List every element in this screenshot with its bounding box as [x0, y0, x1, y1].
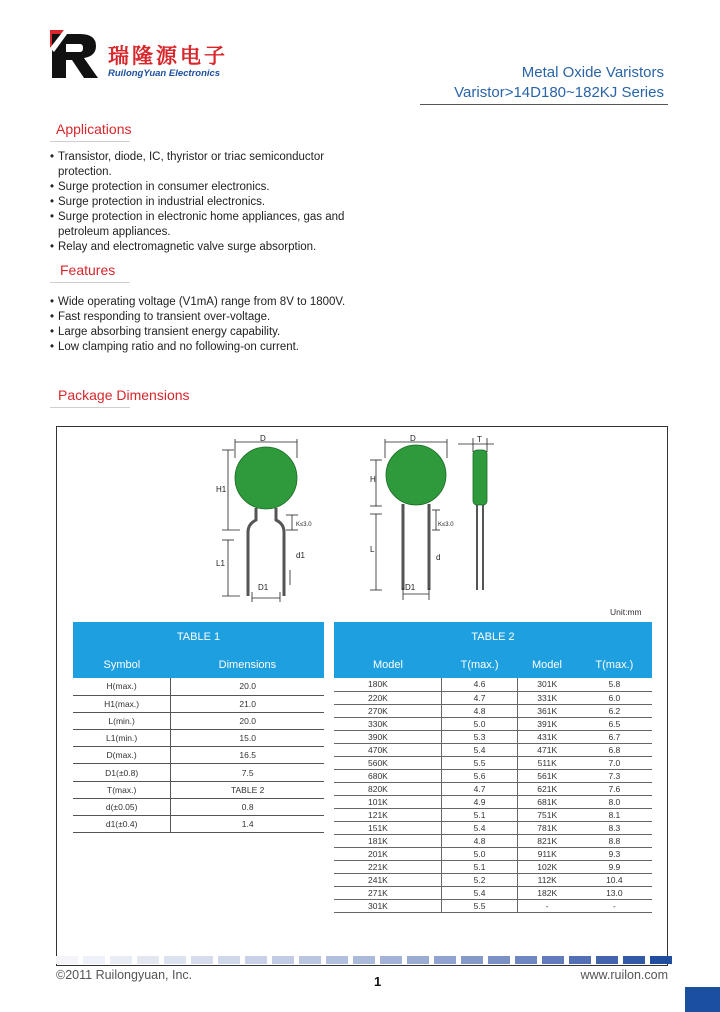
strip-block	[596, 956, 618, 964]
cell-t: 4.9	[442, 795, 517, 808]
cell-model: 301K	[517, 678, 577, 691]
cell-t: 5.4	[442, 886, 517, 899]
table-row	[73, 678, 324, 695]
cell-t: 5.1	[442, 860, 517, 873]
cell-t: 9.3	[577, 847, 652, 860]
cell-model: 220K	[334, 691, 442, 704]
list-item: • Relay and electromagnetic valve surge absorption.	[50, 241, 317, 253]
cell-model: 560K	[334, 756, 442, 769]
cell-model: -	[517, 899, 577, 912]
title-divider	[420, 104, 668, 105]
table-row	[334, 730, 652, 743]
cell-t: 4.8	[442, 704, 517, 717]
cell-t: 4.7	[442, 691, 517, 704]
cell-t: 6.5	[577, 717, 652, 730]
cell-t: 5.0	[442, 717, 517, 730]
list-item: • Large absorbing transient energy capability.	[50, 326, 281, 338]
strip-block	[272, 956, 294, 964]
table-row	[334, 860, 652, 873]
col-t-header: T(max.)	[442, 652, 517, 678]
cell-model: 680K	[334, 769, 442, 782]
table-row	[73, 798, 324, 815]
cell-symbol: T(max.)	[73, 781, 171, 798]
features-list	[50, 295, 450, 355]
cell-t: 7.3	[577, 769, 652, 782]
cell-model: 241K	[334, 873, 442, 886]
strip-block	[56, 956, 78, 964]
cell-model: 121K	[334, 808, 442, 821]
table-row	[334, 704, 652, 717]
table-row	[334, 743, 652, 756]
cell-value: 0.8	[171, 798, 324, 815]
strip-block	[542, 956, 564, 964]
list-item: • Low clamping ratio and no following-on current.	[50, 341, 299, 353]
table-row	[334, 691, 652, 704]
table-row	[334, 821, 652, 834]
cell-t: 5.4	[442, 743, 517, 756]
cell-model: 270K	[334, 704, 442, 717]
list-item: • Surge protection in consumer electronics.	[50, 181, 270, 193]
table-1-title: TABLE 1	[73, 622, 324, 652]
doc-subtitle: Varistor>14D180~182KJ Series	[454, 84, 664, 101]
col-dimensions-header: Dimensions	[171, 652, 324, 678]
cell-t: 6.0	[577, 691, 652, 704]
cell-t: 8.1	[577, 808, 652, 821]
corner-accent	[685, 987, 720, 1012]
cell-model: 301K	[334, 899, 442, 912]
table-row	[73, 695, 324, 712]
col-model-header: Model	[517, 652, 577, 678]
strip-block	[650, 956, 672, 964]
cell-value: 16.5	[171, 747, 324, 764]
list-item: • Wide operating voltage (V1mA) range from 8V to 1800V.	[50, 296, 346, 308]
table-1	[73, 622, 324, 833]
list-item: • Surge protection in electronic home appliances, gas and petroleum appliances.	[50, 211, 345, 238]
table-2-title: TABLE 2	[334, 622, 652, 652]
table-row	[73, 781, 324, 798]
cell-t: 8.8	[577, 834, 652, 847]
cell-t: 5.5	[442, 899, 517, 912]
label-small-d: d	[436, 553, 441, 562]
cell-t: 5.8	[577, 678, 652, 691]
table-row	[334, 769, 652, 782]
cell-t: 8.0	[577, 795, 652, 808]
table-row	[334, 873, 652, 886]
cell-value: 15.0	[171, 730, 324, 747]
cell-symbol: L1(min.)	[73, 730, 171, 747]
cell-model: 151K	[334, 821, 442, 834]
cell-value: 1.4	[171, 816, 324, 833]
col-t-header: T(max.)	[577, 652, 652, 678]
strip-block	[137, 956, 159, 964]
strip-block	[326, 956, 348, 964]
cell-t: 5.4	[442, 821, 517, 834]
applications-list	[50, 150, 380, 255]
table-row	[334, 782, 652, 795]
table-row	[334, 847, 652, 860]
cell-model: 102K	[517, 860, 577, 873]
strip-block	[245, 956, 267, 964]
cell-model: 561K	[517, 769, 577, 782]
strip-block	[110, 956, 132, 964]
cell-model: 180K	[334, 678, 442, 691]
cell-t: 4.8	[442, 834, 517, 847]
cell-model: 511K	[517, 756, 577, 769]
cell-model: 221K	[334, 860, 442, 873]
cell-value: 20.0	[171, 678, 324, 695]
package-underline	[50, 407, 130, 408]
varistor-dimension-drawing	[200, 430, 510, 610]
cell-symbol: D1(±0.8)	[73, 764, 171, 781]
cell-model: 621K	[517, 782, 577, 795]
cell-t: 4.6	[442, 678, 517, 691]
col-symbol-header: Symbol	[73, 652, 171, 678]
cell-symbol: d1(±0.4)	[73, 816, 171, 833]
label-l: L	[370, 545, 375, 554]
strip-block	[569, 956, 591, 964]
cell-value: 20.0	[171, 712, 324, 729]
table-row	[334, 808, 652, 821]
strip-block	[461, 956, 483, 964]
label-small-d1: d1	[296, 551, 305, 560]
table-row	[73, 730, 324, 747]
cell-value: TABLE 2	[171, 781, 324, 798]
strip-block	[164, 956, 186, 964]
cell-t: 5.0	[442, 847, 517, 860]
applications-heading: Applications	[56, 121, 132, 137]
cell-model: 470K	[334, 743, 442, 756]
unit-label: Unit:mm	[610, 607, 642, 617]
strip-block	[191, 956, 213, 964]
cell-t: 6.7	[577, 730, 652, 743]
table-row	[334, 899, 652, 912]
cell-t: 5.6	[442, 769, 517, 782]
strip-block	[218, 956, 240, 964]
strip-block	[515, 956, 537, 964]
col-model-header: Model	[334, 652, 442, 678]
cell-t: 8.3	[577, 821, 652, 834]
cell-symbol: L(min.)	[73, 712, 171, 729]
strip-block	[353, 956, 375, 964]
cell-symbol: d(±0.05)	[73, 798, 171, 815]
list-item: • Transistor, diode, IC, thyristor or triac semiconductor protection.	[50, 151, 325, 178]
cell-symbol: H1(max.)	[73, 695, 171, 712]
label-d: D	[260, 434, 266, 443]
table-row	[73, 816, 324, 833]
table-row	[334, 886, 652, 899]
strip-block	[299, 956, 321, 964]
cell-model: 681K	[517, 795, 577, 808]
doc-title: Metal Oxide Varistors	[521, 64, 664, 81]
cell-t: 5.3	[442, 730, 517, 743]
cell-t: 5.5	[442, 756, 517, 769]
cell-t: 4.7	[442, 782, 517, 795]
cell-t: 6.2	[577, 704, 652, 717]
label-d-right: D	[410, 434, 416, 443]
company-logo	[50, 30, 100, 80]
cell-model: 271K	[334, 886, 442, 899]
table-row	[334, 756, 652, 769]
cell-t: 7.0	[577, 756, 652, 769]
cell-model: 361K	[517, 704, 577, 717]
table-row	[334, 678, 652, 691]
table-row	[73, 712, 324, 729]
label-kink-right: K≤3.0	[438, 522, 454, 528]
applications-underline	[50, 141, 130, 142]
features-heading: Features	[60, 262, 116, 278]
cell-value: 7.5	[171, 764, 324, 781]
list-item: • Fast responding to transient over-voltage.	[50, 311, 271, 323]
strip-block	[83, 956, 105, 964]
cell-symbol: H(max.)	[73, 678, 171, 695]
table-row	[334, 834, 652, 847]
cell-t: 5.1	[442, 808, 517, 821]
cell-model: 331K	[517, 691, 577, 704]
features-underline	[50, 282, 130, 283]
table-row	[73, 747, 324, 764]
cell-t: 10.4	[577, 873, 652, 886]
strip-block	[623, 956, 645, 964]
company-name-en: RuilongYuan Electronics	[108, 68, 221, 79]
strip-block	[434, 956, 456, 964]
cell-model: 101K	[334, 795, 442, 808]
company-name-cn: 瑞隆源电子	[108, 44, 228, 68]
list-item: • Surge protection in industrial electronics.	[50, 196, 266, 208]
cell-model: 471K	[517, 743, 577, 756]
cell-model: 821K	[517, 834, 577, 847]
cell-model: 330K	[334, 717, 442, 730]
label-d1: D1	[258, 583, 269, 592]
strip-block	[380, 956, 402, 964]
cell-t: 13.0	[577, 886, 652, 899]
table-row	[73, 764, 324, 781]
cell-t: -	[577, 899, 652, 912]
cell-model: 751K	[517, 808, 577, 821]
cell-model: 820K	[334, 782, 442, 795]
table-row	[334, 717, 652, 730]
label-kink: K≤3.0	[296, 522, 312, 528]
cell-model: 781K	[517, 821, 577, 834]
cell-model: 390K	[334, 730, 442, 743]
cell-model: 182K	[517, 886, 577, 899]
table-row	[334, 795, 652, 808]
copyright: ©2011 Ruilongyuan, Inc.	[56, 968, 193, 982]
cell-t: 7.6	[577, 782, 652, 795]
package-heading: Package Dimensions	[58, 387, 190, 403]
page-number: 1	[374, 974, 382, 989]
cell-t: 9.9	[577, 860, 652, 873]
cell-symbol: D(max.)	[73, 747, 171, 764]
table-2	[334, 622, 652, 913]
cell-model: 911K	[517, 847, 577, 860]
cell-value: 21.0	[171, 695, 324, 712]
cell-model: 431K	[517, 730, 577, 743]
cell-model: 201K	[334, 847, 442, 860]
label-h: H	[370, 475, 376, 484]
label-h1: H1	[216, 485, 227, 494]
cell-model: 112K	[517, 873, 577, 886]
label-t: T	[477, 435, 482, 444]
strip-block	[407, 956, 429, 964]
strip-block	[488, 956, 510, 964]
cell-t: 6.8	[577, 743, 652, 756]
cell-model: 391K	[517, 717, 577, 730]
cell-t: 5.2	[442, 873, 517, 886]
website: www.ruilon.com	[580, 968, 668, 982]
label-l1: L1	[216, 559, 225, 568]
cell-model: 181K	[334, 834, 442, 847]
label-d1-right: D1	[405, 583, 416, 592]
table-2-body	[334, 678, 652, 912]
